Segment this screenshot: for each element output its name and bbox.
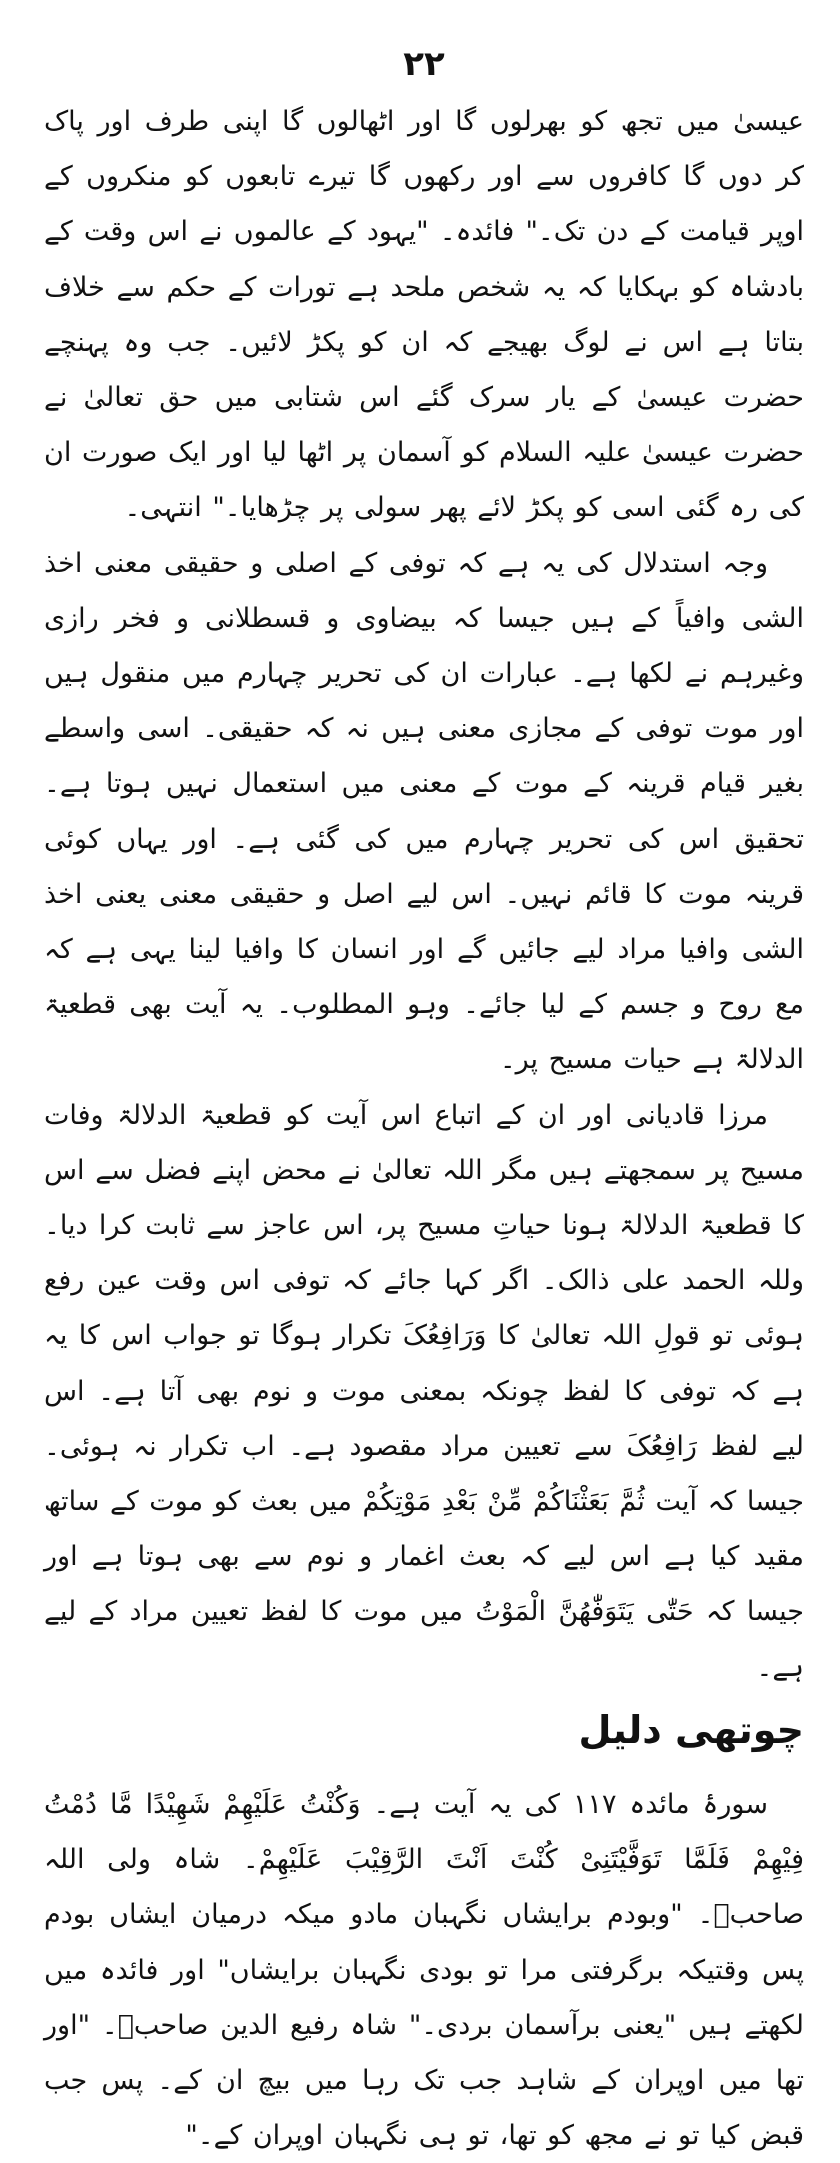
page-number: ۲۲ (403, 44, 445, 84)
paragraph-fourth-argument: سورۂ مائدہ ۱۱۷ کی یہ آیت ہے۔ وَکُنْتُ عَلَیْھِمْ شَھِیْدًا مَّا دُمْتُ فِیْھِمْ فَلَمَّا تَوَفَّیْتَنِیْ کُنْتَ اَنْتَ الرَّقِیْبَ عَلَیْھِمْ۔ شاہ ولی اللہ صاحبؒ۔ "وبودم برایشاں نگہبان مادو میکہ درمیان ایشاں بودم پس وقتیکہ برگرفتی مرا تو بودی نگہبان برایشاں" اور فائدہ میں لکھتے ہیں "یعنی برآسمان بردی۔" شاہ رفیع الدین صاحبؒ۔ "اور تھا میں اوپران کے شاہد جب تک رہا میں بیچ ان کے۔ پس جب قبض کیا تو نے مجھ کو تھا، تو ہی نگہبان اوپران کے۔" (44, 1788, 804, 2152)
paragraph-quote-continuation: عیسیٰ میں تجھ کو بھرلوں گا اور اٹھالوں گا اپنی طرف اور پاک کر دوں گا کافروں سے اور رکھوں گا تیرے تابعوں کو منکروں کے اوپر قیامت کے دن تک۔" فائدہ۔ "یہود کے عالموں نے اس وقت کے بادشاہ کو بہکایا کہ یہ شخص ملحد ہے تورات کے حکم سے خلاف بتاتا ہے اس نے لوگ بھیجے کہ ان کو پکڑ لائیں۔ جب وہ پہنچے حضرت عیسیٰ کے یار سرک گئے اس شتابی میں حق تعالیٰ نے حضرت عیسیٰ علیہ السلام کو آسمان پر اٹھا لیا اور ایک صورت ان کی رہ گئی اسی کو پکڑ لائے پھر سولی پر چڑھایا۔" انتہی۔ (44, 106, 804, 524)
section-heading: چوتھی دلیل (578, 1707, 804, 1752)
paragraph-mirza-response: مرزا قادیانی اور ان کے اتباع اس آیت کو قطعیۃ الدلالۃ وفات مسیح پر سمجھتے ہیں مگر اللہ تعالیٰ نے محض اپنے فضل سے اس کا قطعیۃ الدلالۃ ہونا حیاتِ مسیح پر، اس عاجز سے ثابت کرا دیا۔ وللہ الحمد علی ذالک۔ اگر کہا جائے کہ توفی اس وقت عین رفع ہوئی تو قولِ اللہ تعالیٰ کا وَرَافِعُکَ تکرار ہوگا تو جواب اس کا یہ ہے کہ توفی کا لفظ چونکہ بمعنی موت و نوم بھی آتا ہے۔ اس لیے لفظ رَافِعُکَ سے تعیین مراد مقصود ہے۔ اب تکرار نہ ہوئی۔ جیسا کہ آیت ثُمَّ بَعَثْنَاکُمْ مِّنْ بَعْدِ مَوْتِکُمْ میں بعث کو موت کے ساتھ مقید کیا ہے اس لیے کہ بعث اغمار و نوم سے بھی ہوتا ہے اور جیسا کہ حَتّٰی یَتَوَفّٰھُنَّ الْمَوْتُ میں موت کا لفظ تعیین مراد کے لیے ہے۔ (44, 1099, 804, 1683)
paragraph-reasoning: وجہ استدلال کی یہ ہے کہ توفی کے اصلی و حقیقی معنی اخذ الشی وافیاً کے ہیں جیسا کہ بیضاوی و قسطلانی و فخر رازی وغیرہم نے لکھا ہے۔ عبارات ان کی تحریر چہارم میں منقول ہیں اور موت توفی کے مجازی معنی ہیں نہ کہ حقیقی۔ اسی واسطے بغیر قیام قرینہ کے موت کے معنی میں استعمال نہیں ہوتا ہے۔ تحقیق اس کی تحریر چہارم میں کی گئی ہے۔ اور یہاں کوئی قرینہ موت کا قائم نہیں۔ اس لیے اصل و حقیقی معنی یعنی اخذ الشی وافیا مراد لیے جائیں گے اور انسان کا وافیا لینا یہی ہے کہ مع روح و جسم کے لیا جائے۔ وہو المطلوب۔ یہ آیت بھی قطعیۃ الدلالۃ ہے حیات مسیح پر۔ (44, 547, 804, 1076)
